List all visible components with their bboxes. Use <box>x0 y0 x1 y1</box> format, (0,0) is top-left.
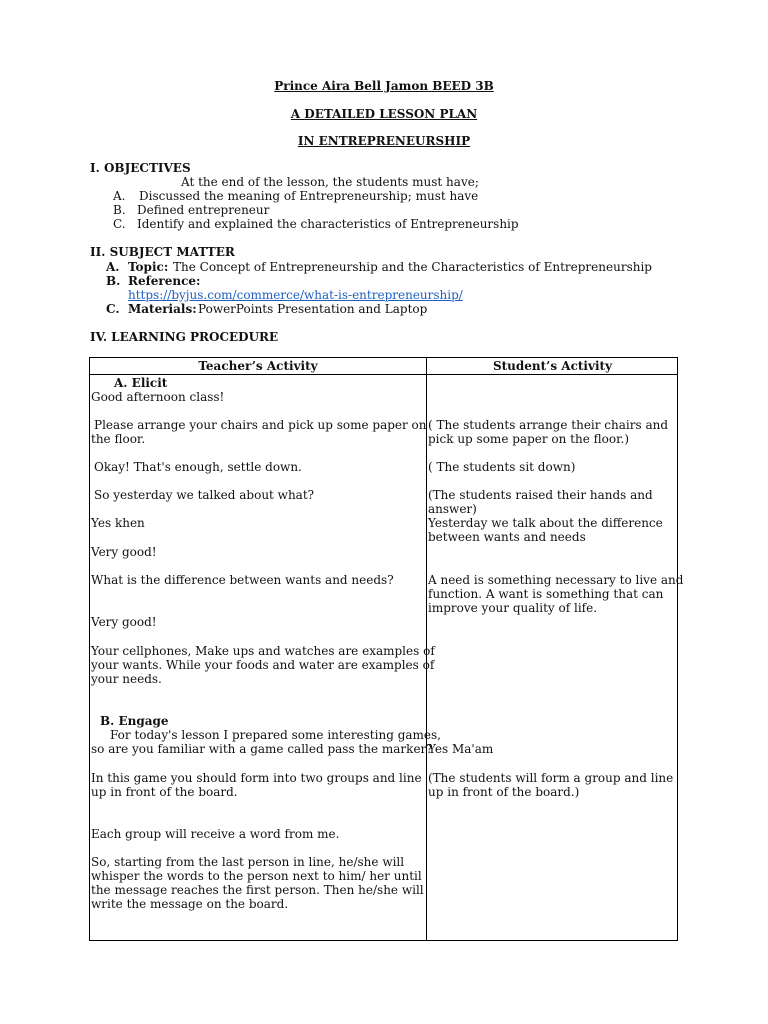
teacher-line: So, starting from the last person in line, he/she will <box>91 855 405 869</box>
teacher-line: your wants. While your foods and water are examples of <box>91 658 435 672</box>
teacher-line: In this game you should form into two groups and line <box>91 771 422 785</box>
materials-text: PowerPoints Presentation and Laptop <box>198 302 428 316</box>
topic-marker: A. <box>106 260 120 274</box>
topic-label: Topic: <box>128 260 169 274</box>
objectives-heading: I. OBJECTIVES <box>90 161 191 175</box>
teacher-line: What is the difference between wants and needs? <box>91 573 394 587</box>
teacher-line: up in front of the board. <box>91 785 238 799</box>
teacher-line: the message reaches the first person. Then he/she will <box>91 883 424 897</box>
student-line: between wants and needs <box>428 530 586 544</box>
objectives-intro: At the end of the lesson, the students must have; <box>181 175 479 189</box>
student-line: improve your quality of life. <box>428 601 598 615</box>
objective-b-text: Defined entrepreneur <box>137 203 270 217</box>
teacher-line: your needs. <box>91 672 162 686</box>
reference-link[interactable]: https://byjus.com/commerce/what-is-entrepreneurship/ <box>128 288 463 302</box>
student-line: up in front of the board.) <box>428 785 580 799</box>
student-line: Yesterday we talk about the difference <box>428 516 663 530</box>
student-line: A need is something necessary to live and <box>428 573 684 587</box>
reference-label: Reference: <box>128 274 201 288</box>
reference-marker: B. <box>106 274 121 288</box>
objective-b-marker: B. <box>113 203 126 217</box>
learning-procedure-table <box>89 357 684 941</box>
teacher-line: Very good! <box>91 545 157 559</box>
teacher-line: so are you familiar with a game called pass the marker? <box>91 742 433 756</box>
student-line: function. A want is something that can <box>428 587 664 601</box>
objective-c-text: Identify and explained the characteristics of Entrepreneurship <box>137 217 519 231</box>
teacher-line: For today's lesson I prepared some interesting games, <box>110 728 441 742</box>
document-title: A DETAILED LESSON PLAN <box>290 107 478 121</box>
teacher-line: the floor. <box>91 432 146 446</box>
teacher-line-engage: B. Engage <box>100 714 169 728</box>
materials-marker: C. <box>106 302 120 316</box>
teacher-line: write the message on the board. <box>91 897 289 911</box>
student-line: (The students will form a group and line <box>428 771 674 785</box>
student-line: Yes Ma'am <box>428 742 494 756</box>
teacher-activity-header: Teacher’s Activity <box>198 359 318 373</box>
student-activity-header: Student’s Activity <box>492 359 613 373</box>
document-subject: IN ENTREPRENEURSHIP <box>297 134 471 148</box>
student-line: (The students raised their hands and <box>428 488 653 502</box>
objective-a-text: Discussed the meaning of Entrepreneurship; must have <box>139 189 479 203</box>
student-line: ( The students sit down) <box>428 460 576 474</box>
teacher-line: Good afternoon class! <box>91 390 225 404</box>
student-line: pick up some paper on the floor.) <box>428 432 629 446</box>
teacher-line: Your cellphones, Make ups and watches are examples of <box>91 644 435 658</box>
teacher-line-elicit: A. Elicit <box>114 376 168 390</box>
student-line: answer) <box>428 502 477 516</box>
procedure-heading: IV. LEARNING PROCEDURE <box>90 330 279 344</box>
teacher-line: whisper the words to the person next to him/ her until <box>91 869 422 883</box>
teacher-line: Okay! That's enough, settle down. <box>94 460 302 474</box>
objective-a-marker: A. <box>113 189 126 203</box>
student-line: ( The students arrange their chairs and <box>428 418 669 432</box>
topic-text: The Concept of Entrepreneurship and the Characteristics of Entrepreneurship <box>173 260 652 274</box>
teacher-line: Each group will receive a word from me. <box>91 827 340 841</box>
subject-matter-heading: II. SUBJECT MATTER <box>90 245 235 259</box>
teacher-line: So yesterday we talked about what? <box>94 488 315 502</box>
header-divider <box>90 374 677 375</box>
teacher-line: Please arrange your chairs and pick up some paper on <box>94 418 427 432</box>
objective-c-marker: C. <box>113 217 126 231</box>
teacher-line: Very good! <box>91 615 157 629</box>
author-line: Prince Aira Bell Jamon BEED 3B <box>274 79 494 93</box>
teacher-line: Yes khen <box>91 516 145 530</box>
materials-label: Materials: <box>128 302 197 316</box>
